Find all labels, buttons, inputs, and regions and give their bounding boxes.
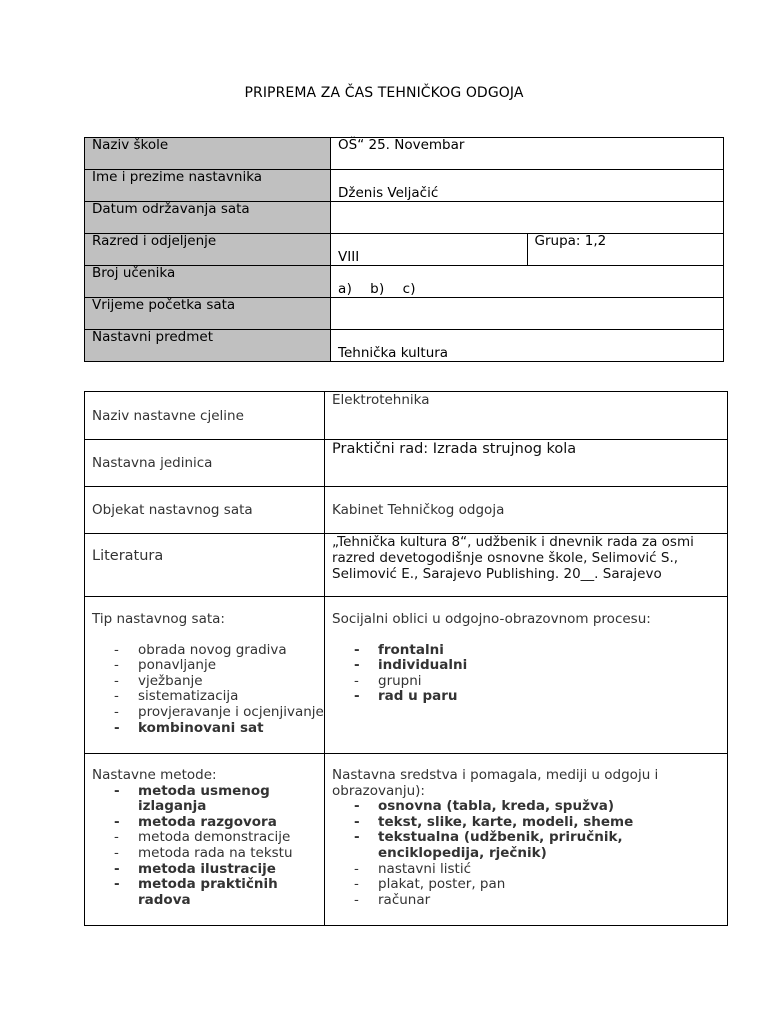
unit-value: Elektrotehnika — [325, 392, 728, 440]
row-object — [85, 487, 728, 534]
class-label: Razred i odjeljenje — [85, 234, 331, 266]
lesson-type-item: - provjeravanje i ocjenjivanje — [114, 705, 324, 721]
row-students — [85, 266, 724, 298]
row-topic — [85, 440, 728, 487]
row-date — [85, 202, 724, 234]
students-a: a) — [338, 281, 353, 297]
page-title: PRIPREMA ZA ČAS TEHNIČKOG ODGOJA — [244, 85, 524, 101]
subject-label: Nastavni predmet — [85, 330, 331, 362]
media-item: - nastavni listić — [354, 862, 719, 878]
social-forms-cell — [325, 597, 728, 754]
school-label: Naziv škole — [85, 138, 331, 170]
start-label: Vrijeme početka sata — [85, 298, 331, 330]
methods-label: Nastavne metode: — [92, 767, 217, 783]
method-item: - metoda usmenog izlaganja — [114, 784, 324, 815]
media-item: - osnovna (tabla, kreda, spužva) — [354, 799, 719, 815]
literature-label: Literatura — [85, 534, 325, 597]
lesson-type-item: - kombinovani sat — [114, 721, 324, 737]
method-item: - metoda rada na tekstu — [114, 846, 324, 862]
topic-value: Praktični rad: Izrada strujnog kola — [325, 440, 728, 487]
lesson-table — [84, 391, 728, 926]
students-b: b) — [370, 281, 385, 297]
social-form-item: - individualni — [354, 658, 727, 674]
lesson-type-item: - obrada novog gradiva — [114, 643, 324, 659]
students-c: c) — [402, 281, 416, 297]
social-forms-list — [332, 643, 727, 705]
media-item: - računar — [354, 893, 719, 909]
students-value — [331, 266, 724, 298]
method-item: - metoda demonstracije — [114, 830, 324, 846]
class-value: VIII — [331, 234, 528, 266]
lesson-type-list — [92, 643, 324, 737]
methods-cell — [85, 754, 325, 926]
students-label: Broj učenika — [85, 266, 331, 298]
literature-value: „Tehnička kultura 8“, udžbenik i dnevnik rada za osmi razred devetogodišnje osnovne škole, Selimović S., Selimović E., Sarajevo Publishing. 20__. Sarajevo — [325, 534, 728, 597]
media-item: - tekst, slike, karte, modeli, sheme — [354, 815, 719, 831]
lesson-type-cell — [85, 597, 325, 754]
row-start — [85, 298, 724, 330]
lesson-type-item: - ponavljanje — [114, 658, 324, 674]
lesson-type-label: Tip nastavnog sata: — [92, 611, 225, 627]
methods-list — [92, 784, 324, 909]
social-form-item: - grupni — [354, 674, 727, 690]
start-value — [331, 298, 724, 330]
social-forms-label: Socijalni oblici u odgojno-obrazovnom procesu: — [332, 611, 651, 627]
teacher-value: Dženis Veljačić — [331, 170, 724, 202]
object-label: Objekat nastavnog sata — [85, 487, 325, 534]
object-value: Kabinet Tehničkog odgoja — [325, 487, 728, 534]
row-teacher — [85, 170, 724, 202]
media-item: - tekstualna (udžbenik, priručnik, enciklopedija, rječnik) — [354, 830, 719, 861]
school-value: OŠ“ 25. Novembar — [331, 138, 724, 170]
method-item: - metoda ilustracije — [114, 862, 324, 878]
row-class — [85, 234, 724, 266]
row-methods-media — [85, 754, 728, 926]
media-list — [332, 799, 719, 908]
unit-label: Naziv nastavne cjeline — [85, 392, 325, 440]
media-item: - plakat, poster, pan — [354, 877, 719, 893]
date-label: Datum održavanja sata — [85, 202, 331, 234]
media-cell — [325, 754, 728, 926]
social-form-item: - rad u paru — [354, 689, 727, 705]
row-subject — [85, 330, 724, 362]
row-type-social — [85, 597, 728, 754]
topic-label: Nastavna jedinica — [85, 440, 325, 487]
row-school — [85, 138, 724, 170]
social-form-item: - frontalni — [354, 643, 727, 659]
method-item: - metoda razgovora — [114, 815, 324, 831]
subject-value: Tehnička kultura — [331, 330, 724, 362]
group-value: Grupa: 1,2 — [527, 234, 724, 266]
row-unit — [85, 392, 728, 440]
lesson-type-item: - vježbanje — [114, 674, 324, 690]
lesson-type-item: - sistematizacija — [114, 689, 324, 705]
date-value — [331, 202, 724, 234]
method-item: - metoda praktičnih radova — [114, 877, 324, 908]
teacher-label: Ime i prezime nastavnika — [85, 170, 331, 202]
media-label: Nastavna sredstva i pomagala, mediji u odgoju i obrazovanju): — [332, 767, 659, 799]
general-info-table — [84, 137, 724, 362]
row-literature — [85, 534, 728, 597]
